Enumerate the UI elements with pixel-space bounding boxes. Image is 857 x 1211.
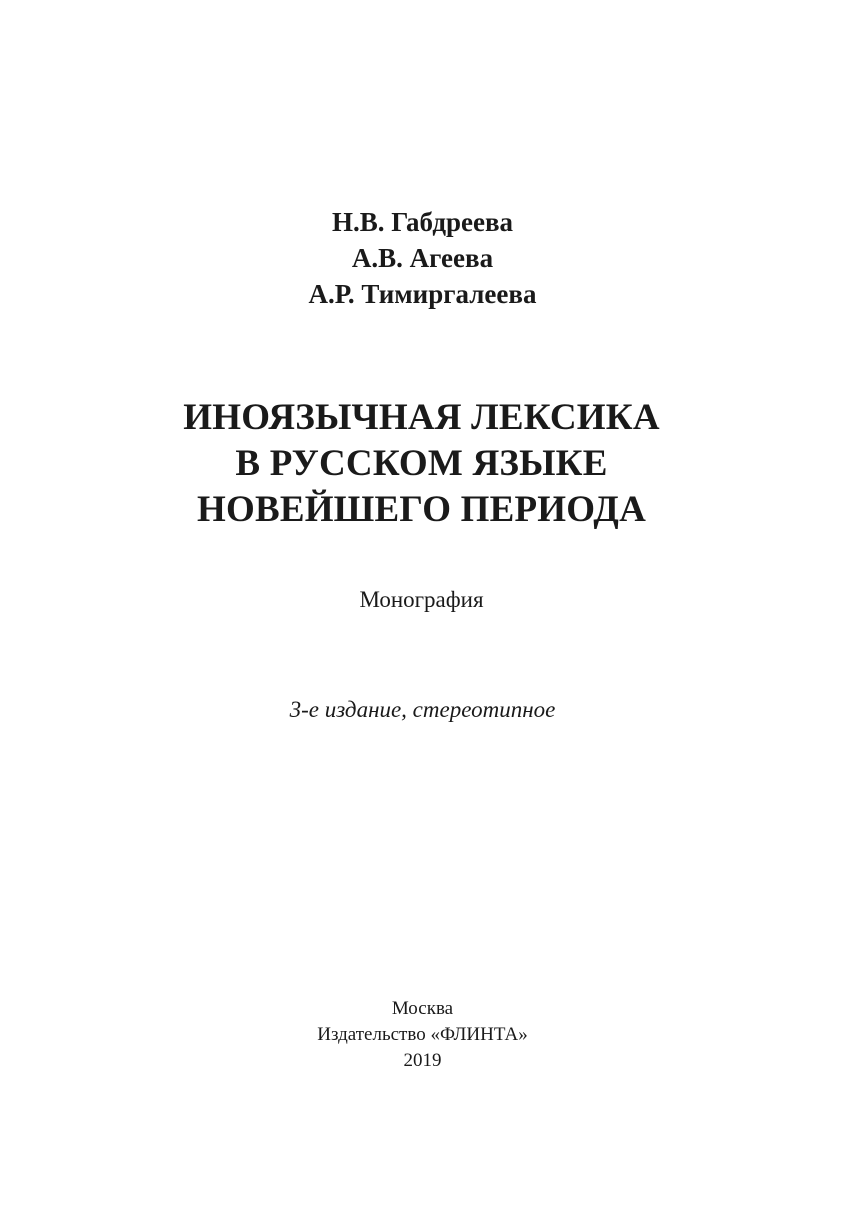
imprint-publisher: Издательство «ФЛИНТА» (317, 1024, 528, 1045)
book-title-line: ИНОЯЗЫЧНАЯ ЛЕКСИКА (183, 397, 660, 438)
authors-block (0, 204, 857, 312)
imprint-city: Москва (391, 998, 454, 1019)
book-title-line: В РУССКОМ ЯЗЫКЕ (235, 443, 608, 484)
imprint-block (0, 996, 857, 1074)
imprint-year: 2019 (403, 1050, 442, 1071)
author-name: Н.В. Габдреева (331, 207, 514, 237)
book-title (0, 395, 857, 533)
author-name: А.В. Агеева (351, 243, 494, 273)
author-name: А.Р. Тимиргалеева (308, 279, 537, 309)
book-genre: Монография (359, 587, 484, 612)
book-title-line: НОВЕЙШЕГО ПЕРИОДА (196, 489, 646, 530)
edition-note: 3-е издание, стереотипное (289, 697, 556, 722)
